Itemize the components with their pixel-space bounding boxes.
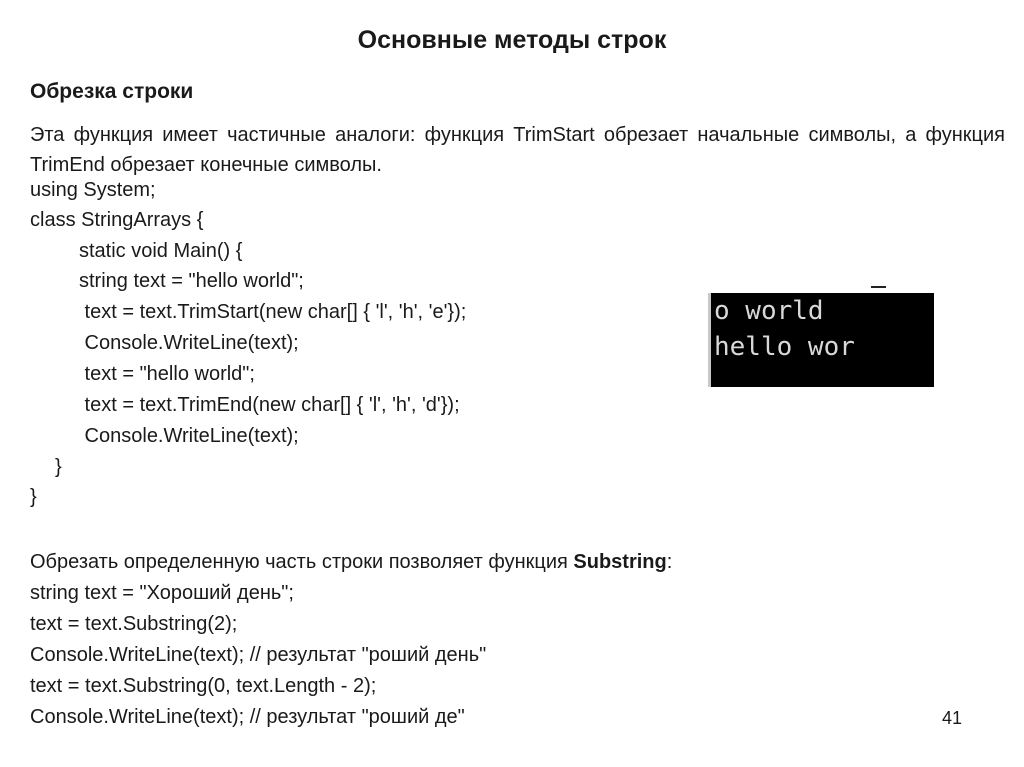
slide-title: Основные методы строк (357, 26, 667, 54)
cursor-mark (871, 286, 886, 288)
code-line: using System; (30, 179, 156, 201)
page-number: 41 (942, 708, 963, 728)
substring-intro-text: Обрезать определенную часть строки позволяет функция (30, 551, 574, 573)
code-line: text = text.Substring(2); (30, 613, 238, 635)
code-line: string text = "hello world"; (79, 270, 304, 292)
code-line: Console.WriteLine(text); // результат "роший де" (30, 706, 465, 728)
code-line: text = text.TrimEnd(new char[] { 'l', 'h', 'd'}); (79, 394, 460, 416)
code-line: static void Main() { (79, 240, 243, 262)
substring-keyword: Substring (573, 551, 667, 573)
code-line: Console.WriteLine(text); // результат "роший день" (30, 644, 487, 666)
code-line: } (55, 456, 62, 478)
code-line: text = text.Substring(0, text.Length - 2); (30, 675, 377, 697)
console-line: o world (714, 296, 824, 326)
console-line: hello wor (714, 332, 855, 362)
console-output-screenshot (708, 293, 934, 387)
description-paragraph: Эта функция имеет частичные аналоги: функция TrimStart обрезает начальные символы, а функция TrimEnd обрезает конечные символы. (30, 124, 1005, 176)
section-subtitle: Обрезка строки (30, 80, 194, 103)
code-line: string text = "Хороший день"; (30, 582, 294, 604)
code-line: class StringArrays { (30, 209, 204, 231)
code-line: Console.WriteLine(text); (79, 332, 299, 354)
code-line: Console.WriteLine(text); (79, 425, 299, 447)
substring-intro (30, 547, 672, 577)
code-line: text = "hello world"; (79, 363, 255, 385)
code-line: } (30, 486, 37, 508)
substring-colon: : (666, 551, 673, 573)
code-line: text = text.TrimStart(new char[] { 'l', 'h', 'e'}); (79, 301, 467, 323)
